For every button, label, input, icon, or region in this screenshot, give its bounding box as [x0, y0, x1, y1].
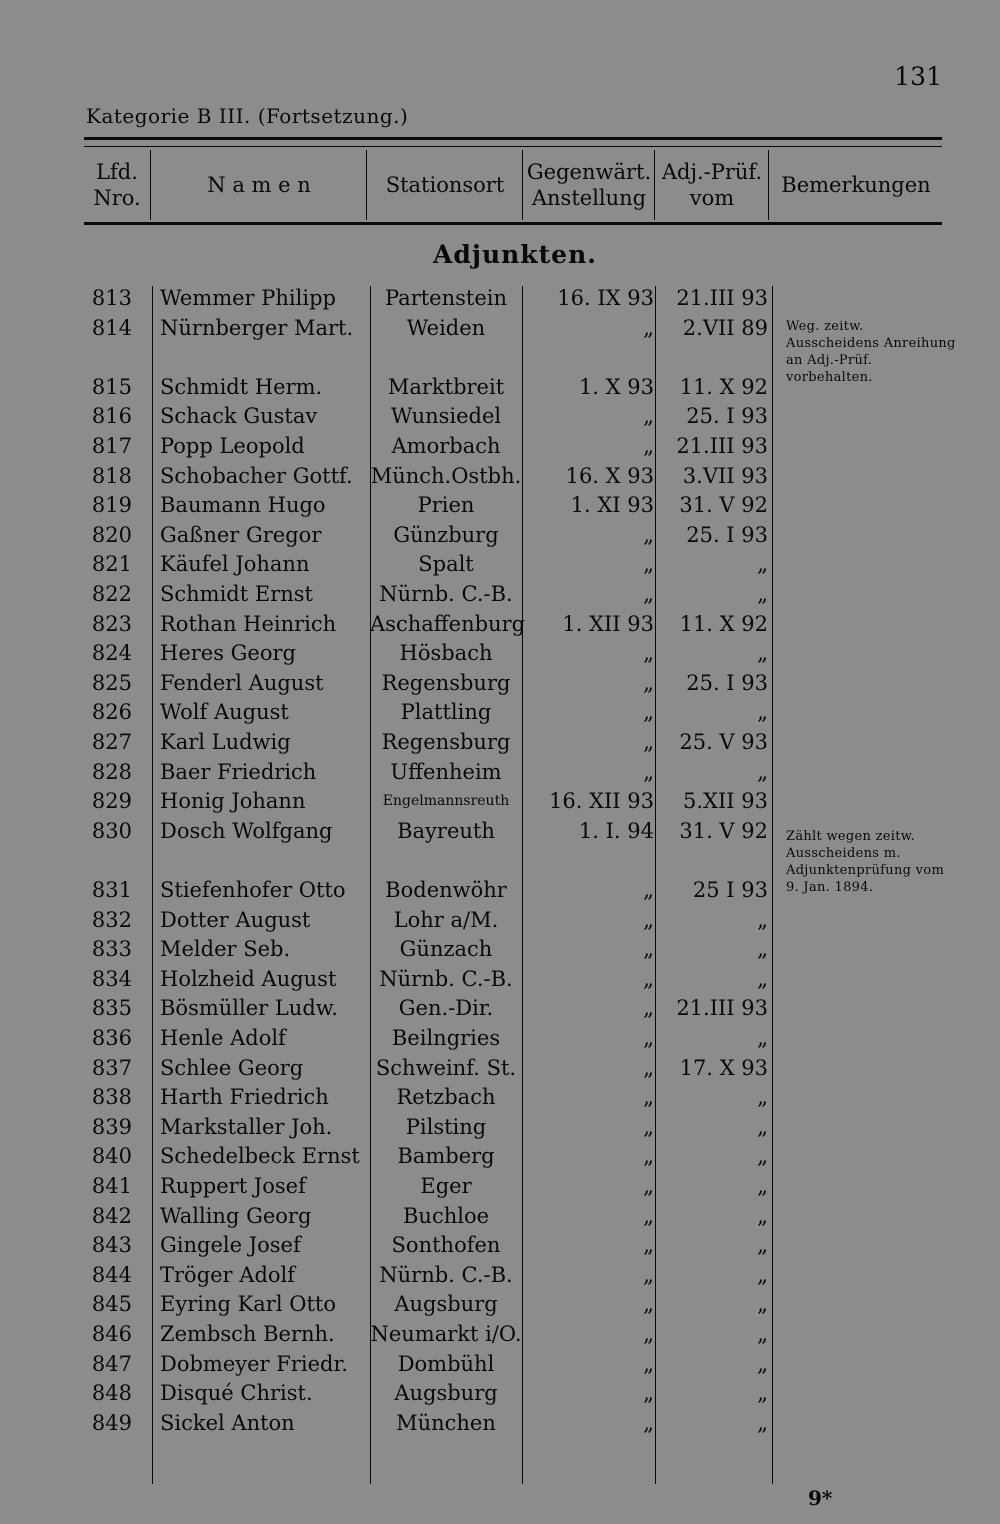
row-exam-date: 17. X 93: [679, 1055, 768, 1080]
table-row: [0, 550, 1000, 579]
row-number: 818: [91, 463, 132, 488]
row-exam-date: „: [757, 907, 768, 932]
row-exam-date: 25. I 93: [686, 404, 768, 429]
row-number: 837: [91, 1055, 132, 1080]
row-number: 835: [91, 996, 132, 1021]
category-heading: Kategorie B III. (Fortsetzung.): [86, 104, 409, 128]
row-appointment: 16. XII 93: [548, 789, 654, 814]
row-name: Melder Seb.: [160, 937, 291, 962]
row-exam-date: 3.VII 93: [682, 463, 768, 488]
table-row: [0, 787, 1000, 816]
header-divider: [768, 150, 769, 220]
row-exam-date: „: [757, 582, 768, 606]
row-appointment: „: [643, 1292, 654, 1317]
row-name: Holzheid August: [160, 966, 337, 991]
header-divider: [366, 150, 367, 220]
row-exam-date: 2.VII 89: [682, 315, 768, 340]
row-exam-date: 25. V 93: [679, 730, 768, 754]
row-appointment: „: [643, 1351, 654, 1376]
header-pruefung: Adj.-Prüf. vom: [661, 159, 763, 210]
table-row: [0, 994, 1000, 1023]
row-number: 836: [91, 1026, 132, 1050]
row-station: Nürnb. C.-B.: [379, 1262, 513, 1287]
row-name: Käufel Johann: [160, 552, 310, 577]
row-number: 844: [91, 1262, 132, 1287]
row-station: Wunsiedel: [390, 404, 502, 429]
row-station: Buchloe: [402, 1203, 490, 1228]
row-exam-date: „: [757, 1144, 768, 1169]
row-number: 823: [91, 611, 132, 636]
row-station: Spalt: [418, 552, 474, 577]
page-number: 131: [894, 62, 942, 91]
row-number: 827: [91, 730, 132, 754]
row-appointment: „: [643, 1114, 654, 1139]
row-exam-date: „: [757, 1085, 768, 1110]
note-814: Weg. zeitw. Ausscheidens Anreihung an Adj.-Prüf. vorbehalten.: [786, 319, 956, 385]
row-appointment: „: [643, 700, 654, 725]
row-exam-date: 25. I 93: [686, 670, 768, 695]
row-exam-date: „: [757, 700, 768, 725]
row-exam-date: 5.XII 93: [683, 789, 768, 814]
row-exam-date: „: [757, 1381, 768, 1406]
row-station: Hösbach: [399, 641, 493, 666]
header-name: N a m e n: [207, 172, 311, 197]
row-appointment: 1. XI 93: [570, 493, 654, 518]
row-station: Regensburg: [381, 730, 511, 754]
table-row: [0, 402, 1000, 431]
table-row: [0, 1172, 1000, 1201]
table-row: [0, 1231, 1000, 1260]
row-exam-date: 31. V 92: [679, 493, 768, 518]
row-number: 833: [91, 937, 132, 962]
row-name: Dobmeyer Friedr.: [160, 1351, 348, 1376]
table-row: [0, 580, 1000, 609]
table-row: [0, 935, 1000, 964]
row-appointment: „: [643, 730, 654, 754]
row-appointment: „: [643, 937, 654, 962]
top-rule: [84, 137, 942, 140]
row-appointment: 16. IX 93: [557, 286, 654, 310]
row-name: Walling Georg: [160, 1203, 312, 1228]
row-appointment: „: [643, 1262, 654, 1287]
table-row: [0, 610, 1000, 639]
row-exam-date: „: [757, 759, 768, 784]
row-station: Münch.Ostbh.: [370, 463, 522, 488]
row-exam-date: 11. X 92: [679, 611, 768, 636]
row-number: 842: [91, 1203, 132, 1228]
row-exam-date: „: [757, 1262, 768, 1287]
row-name: Ruppert Josef: [160, 1174, 306, 1198]
row-appointment: „: [643, 1203, 654, 1228]
row-name: Markstaller Joh.: [160, 1114, 333, 1139]
row-station: Weiden: [406, 315, 486, 340]
row-number: 821: [91, 552, 132, 577]
row-exam-date: „: [757, 1322, 768, 1346]
row-appointment: „: [643, 434, 654, 458]
table-row: [0, 1054, 1000, 1083]
row-appointment: „: [643, 1233, 654, 1258]
row-number: 819: [91, 493, 132, 518]
row-station: Regensburg: [381, 670, 511, 695]
row-number: 831: [91, 878, 132, 902]
header-bemerkungen: Bemerkungen: [781, 172, 931, 197]
row-appointment: „: [643, 552, 654, 577]
header-nr: Lfd. Nro.: [93, 159, 141, 210]
row-number: 820: [91, 522, 132, 547]
row-number: 834: [91, 966, 132, 991]
row-exam-date: 21.III 93: [676, 434, 768, 458]
row-number: 849: [91, 1410, 132, 1435]
row-number: 845: [91, 1292, 132, 1317]
row-name: Sickel Anton: [160, 1410, 295, 1435]
row-number: 839: [91, 1114, 132, 1139]
table-row: [0, 521, 1000, 550]
row-number: 846: [91, 1322, 132, 1346]
row-name: Schmidt Herm.: [160, 374, 323, 399]
row-name: Schobacher Gottf.: [160, 463, 353, 488]
row-exam-date: „: [757, 937, 768, 962]
row-number: 813: [91, 286, 132, 310]
row-exam-date: „: [757, 1026, 768, 1050]
row-name: Heres Georg: [160, 641, 296, 666]
table-row: [0, 1142, 1000, 1171]
row-station: Günzach: [399, 937, 493, 962]
row-appointment: „: [643, 641, 654, 666]
row-exam-date: 31. V 92: [679, 818, 768, 843]
row-name: Honig Johann: [160, 789, 306, 814]
row-name: Henle Adolf: [160, 1026, 286, 1050]
table-row: [0, 728, 1000, 757]
table-row: [0, 491, 1000, 520]
row-appointment: 16. X 93: [565, 463, 654, 488]
row-number: 825: [91, 670, 132, 695]
row-name: Schack Gustav: [160, 404, 318, 429]
row-number: 814: [91, 315, 132, 340]
row-station: Augsburg: [394, 1381, 498, 1406]
row-name: Baer Friedrich: [160, 759, 317, 784]
row-appointment: „: [643, 522, 654, 547]
row-station: Bodenwöhr: [385, 878, 507, 902]
row-exam-date: „: [757, 1233, 768, 1258]
row-exam-date: 21.III 93: [676, 996, 768, 1021]
row-name: Baumann Hugo: [160, 493, 326, 518]
row-number: 838: [91, 1085, 132, 1110]
row-appointment: 1. X 93: [578, 374, 654, 399]
row-station: München: [396, 1410, 496, 1435]
table-row: [0, 1320, 1000, 1349]
row-station: Eger: [420, 1174, 472, 1198]
row-exam-date: „: [757, 1410, 768, 1435]
row-appointment: „: [643, 1381, 654, 1406]
row-exam-date: 25. I 93: [686, 522, 768, 547]
row-appointment: „: [643, 404, 654, 429]
row-station: Plattling: [400, 700, 492, 725]
row-exam-date: 25 I 93: [692, 878, 768, 902]
row-number: 830: [91, 818, 132, 843]
row-appointment: „: [643, 996, 654, 1021]
row-appointment: „: [643, 907, 654, 932]
row-appointment: „: [643, 1174, 654, 1198]
table-row: [0, 1024, 1000, 1053]
top-rule-thin: [84, 146, 942, 147]
row-number: 847: [91, 1351, 132, 1376]
section-title: Adjunkten.: [433, 240, 597, 269]
row-number: 824: [91, 641, 132, 666]
row-name: Popp Leopold: [160, 434, 305, 458]
row-number: 832: [91, 907, 132, 932]
table-row: [0, 669, 1000, 698]
row-name: Eyring Karl Otto: [160, 1292, 336, 1317]
row-name: Fenderl August: [160, 670, 324, 695]
table-row: [0, 1261, 1000, 1290]
header-divider: [150, 150, 151, 220]
row-name: Gingele Josef: [160, 1233, 301, 1258]
table-row: [0, 698, 1000, 727]
row-number: 843: [91, 1233, 132, 1258]
row-appointment: „: [643, 582, 654, 606]
row-station: Pilsting: [405, 1114, 487, 1139]
row-number: 841: [91, 1174, 132, 1198]
row-number: 815: [91, 374, 132, 399]
table-row: [0, 432, 1000, 461]
row-exam-date: „: [757, 641, 768, 666]
row-appointment: „: [643, 1026, 654, 1050]
row-station: Nürnb. C.-B.: [379, 582, 513, 606]
row-station: Prien: [417, 493, 475, 518]
note-830: Zählt wegen zeitw. Ausscheidens m. Adjunktenprüfung vom 9. Jan. 1894.: [786, 829, 945, 895]
row-exam-date: „: [757, 1351, 768, 1376]
table-row: [0, 1113, 1000, 1142]
table-row: [0, 1083, 1000, 1112]
row-name: Schmidt Ernst: [160, 582, 313, 606]
row-station: Augsburg: [394, 1292, 498, 1317]
row-name: Rothan Heinrich: [160, 611, 337, 636]
row-name: Disqué Christ.: [160, 1381, 313, 1406]
row-exam-date: „: [757, 1203, 768, 1228]
row-station: Günzburg: [393, 522, 499, 547]
table-row: [0, 1409, 1000, 1438]
row-appointment: „: [643, 966, 654, 991]
row-name: Karl Ludwig: [160, 730, 291, 754]
row-name: Gaßner Gregor: [160, 522, 322, 547]
row-number: 817: [91, 434, 132, 458]
row-exam-date: 21.III 93: [676, 286, 768, 310]
row-exam-date: „: [757, 966, 768, 991]
row-name: Dotter August: [160, 907, 311, 932]
row-station: Nürnb. C.-B.: [379, 966, 513, 991]
row-appointment: „: [643, 1322, 654, 1346]
row-exam-date: „: [757, 552, 768, 577]
row-name: Wemmer Philipp: [160, 286, 336, 310]
row-number: 816: [91, 404, 132, 429]
row-appointment: „: [643, 1055, 654, 1080]
row-name: Harth Friedrich: [160, 1085, 329, 1110]
row-appointment: „: [643, 1085, 654, 1110]
row-exam-date: 11. X 92: [679, 374, 768, 399]
row-name: Bösmüller Ludw.: [160, 996, 338, 1021]
row-number: 840: [91, 1144, 132, 1169]
row-station: Partenstein: [384, 286, 508, 310]
row-name: Wolf August: [160, 700, 289, 725]
row-station: Amorbach: [391, 434, 501, 458]
row-name: Dosch Wolfgang: [160, 818, 333, 843]
table-row: [0, 639, 1000, 668]
row-station: Engelmannsreuth: [382, 793, 510, 810]
row-name: Nürnberger Mart.: [160, 315, 354, 340]
row-number: 822: [91, 582, 132, 606]
row-station: Aschaffenburg: [370, 611, 526, 636]
row-name: Stiefenhofer Otto: [160, 878, 346, 902]
header-bottom-rule: [84, 222, 942, 225]
row-station: Neumarkt i/O.: [370, 1322, 522, 1346]
row-station: Dombühl: [397, 1351, 495, 1376]
row-number: 829: [91, 789, 132, 814]
table-row: [0, 758, 1000, 787]
row-name: Schedelbeck Ernst: [160, 1144, 360, 1169]
row-appointment: „: [643, 1144, 654, 1169]
table-row: [0, 1290, 1000, 1319]
row-appointment: 1. I. 94: [578, 818, 654, 843]
row-exam-date: „: [757, 1174, 768, 1198]
row-station: Schweinf. St.: [375, 1055, 517, 1080]
row-number: 828: [91, 759, 132, 784]
header-anstellung: Gegenwärt. Anstellung: [526, 159, 652, 210]
row-station: Beilngries: [391, 1026, 501, 1050]
table-row: [0, 906, 1000, 935]
header-divider: [654, 150, 655, 220]
row-appointment: „: [643, 759, 654, 784]
row-station: Uffenheim: [390, 759, 502, 784]
table-row: [0, 1350, 1000, 1379]
header-divider: [522, 150, 523, 220]
row-exam-date: „: [757, 1114, 768, 1139]
row-appointment: „: [643, 1410, 654, 1435]
table-row: [0, 965, 1000, 994]
row-station: Gen.-Dir.: [398, 996, 494, 1021]
row-station: Sonthofen: [391, 1233, 501, 1258]
signature-mark: 9*: [808, 1486, 833, 1510]
row-appointment: „: [643, 878, 654, 902]
row-station: Retzbach: [396, 1085, 496, 1110]
row-name: Schlee Georg: [160, 1055, 304, 1080]
row-station: Bayreuth: [397, 818, 495, 843]
table-row: [0, 284, 1000, 313]
table-row: [0, 462, 1000, 491]
row-number: 848: [91, 1381, 132, 1406]
table-row: [0, 1379, 1000, 1408]
row-appointment: 1. XII 93: [562, 611, 654, 636]
row-station: Bamberg: [397, 1144, 495, 1169]
row-name: Tröger Adolf: [160, 1262, 296, 1287]
row-station: Marktbreit: [387, 374, 505, 399]
row-exam-date: „: [757, 1292, 768, 1317]
row-name: Zembsch Bernh.: [160, 1322, 335, 1346]
row-appointment: „: [643, 670, 654, 695]
table-row: [0, 1202, 1000, 1231]
header-ort: Stationsort: [385, 172, 505, 197]
row-number: 826: [91, 700, 132, 725]
row-appointment: „: [643, 315, 654, 340]
row-station: Lohr a/M.: [393, 907, 499, 932]
